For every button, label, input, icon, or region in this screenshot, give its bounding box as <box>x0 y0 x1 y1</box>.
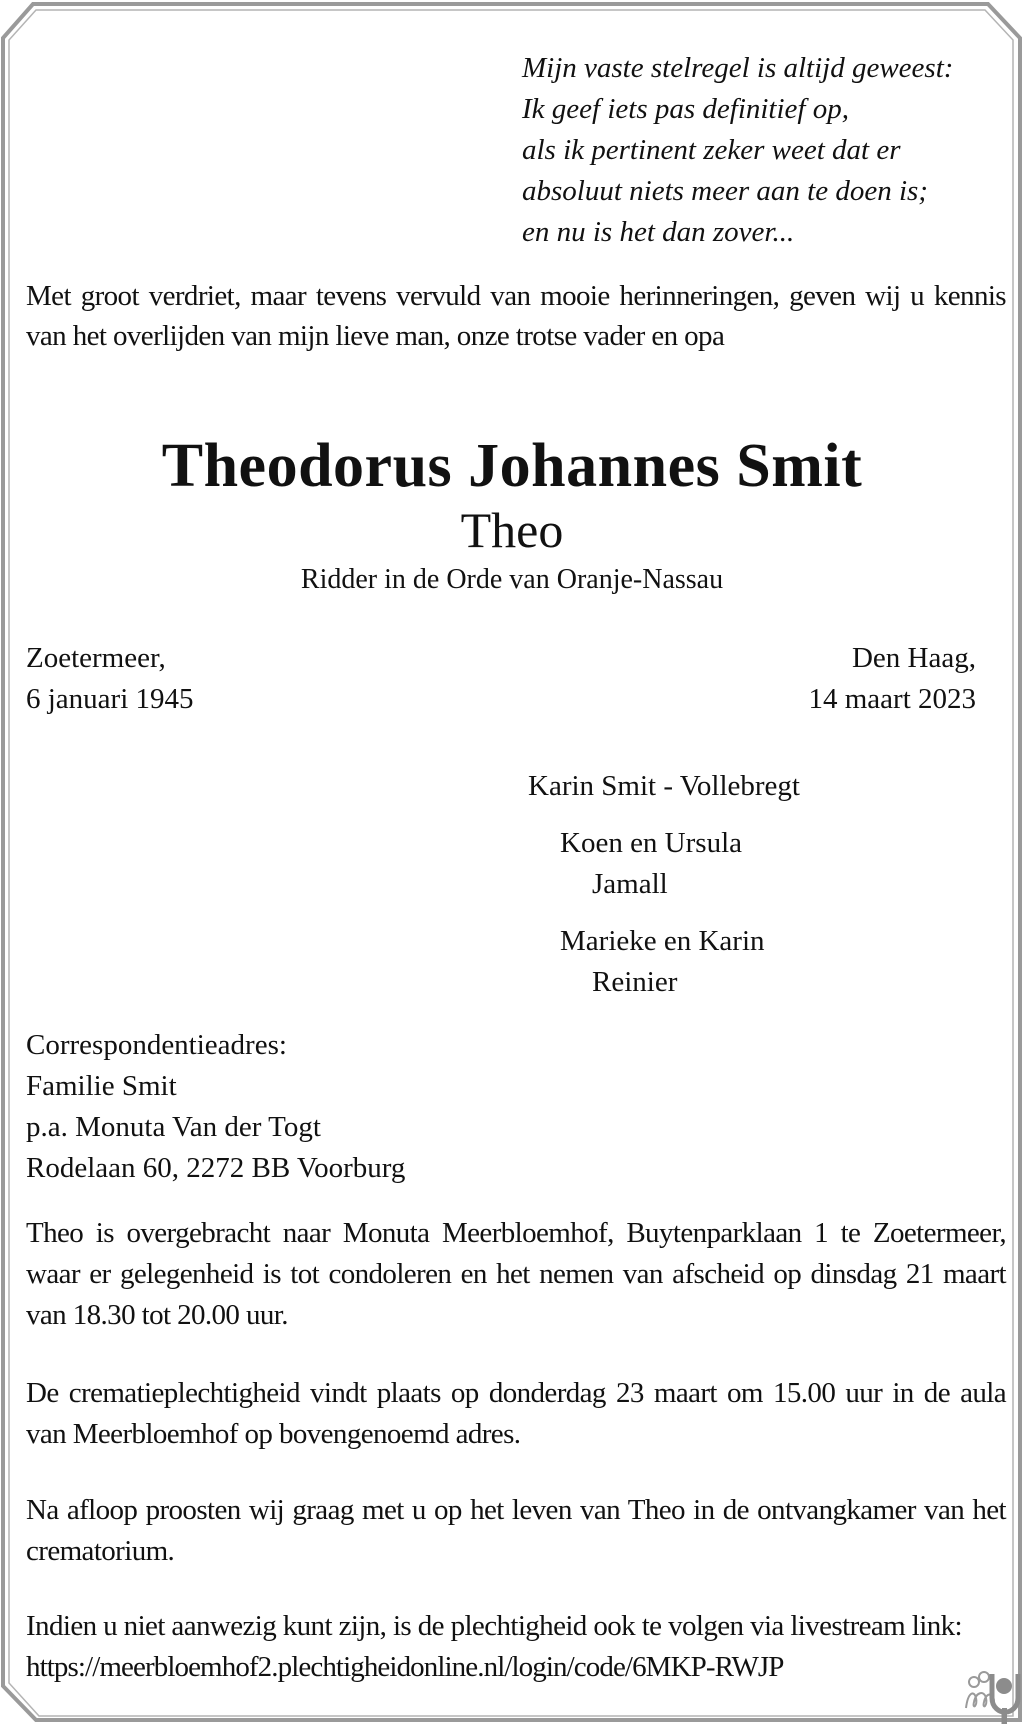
birth-date: 6 januari 1945 <box>26 683 194 715</box>
address-line: Familie Smit <box>26 1070 177 1102</box>
poem-line: Ik geef iets pas definitief op, <box>522 93 849 125</box>
livestream-paragraph <box>26 1606 1006 1688</box>
poem-line: absoluut niets meer aan te doen is; <box>522 175 928 207</box>
family-group <box>528 921 800 1003</box>
announcement-intro: Met groot verdriet, maar tevens vervuld van mooie herinneringen, geven wij u kennis van het overlijden van mijn lieve man, onze trotse vader en opa <box>26 280 1006 352</box>
poem-line: Mijn vaste stelregel is altijd geweest: <box>522 52 954 84</box>
viewing-paragraph: Theo is overgebracht naar Monuta Meerbloemhof, Buytenparklaan 1 te Zoetermeer, waar er gelegenheid is tot condoleren en het nemen van afscheid op dinsdag 21 maart van 18.30 tot 20.00 uur. <box>26 1217 1006 1331</box>
birth-info <box>26 638 194 720</box>
deceased-honor: Ridder in de Orde van Oranje-Nassau <box>300 564 724 595</box>
opening-poem <box>522 48 953 253</box>
grandchild-name: Jamall <box>592 868 668 900</box>
family-group <box>528 823 800 905</box>
children-names: Koen en Ursula <box>560 827 743 859</box>
death-place: Den Haag, <box>851 642 976 674</box>
correspondence-address <box>26 1025 405 1189</box>
birth-place: Zoetermeer, <box>26 642 166 674</box>
address-line: Rodelaan 60, 2272 BB Voorburg <box>26 1152 406 1184</box>
death-info <box>808 638 976 720</box>
family-list <box>528 766 800 1019</box>
poem-line: en nu is het dan zover... <box>522 216 795 248</box>
deceased-name-block <box>26 426 998 598</box>
ceremony-paragraph: De crematieplechtigheid vindt plaats op donderdag 23 maart om 15.00 uur in de aula van Meerbloemhof op bovengenoemd adres. <box>26 1377 1006 1450</box>
grandchild-name: Reinier <box>592 966 678 998</box>
spouse-name: Karin Smit - Vollebregt <box>528 770 800 802</box>
deceased-full-name: Theodorus Johannes Smit <box>161 432 863 500</box>
family-tree-logo-icon <box>964 1668 1022 1724</box>
address-label: Correspondentieadres: <box>26 1029 287 1061</box>
children-names: Marieke en Karin <box>560 925 765 957</box>
deceased-call-name: Theo <box>460 502 564 558</box>
address-line: p.a. Monuta Van der Togt <box>26 1111 321 1143</box>
livestream-text: Indien u niet aanwezig kunt zijn, is de plechtigheid ook te volgen via livestream link: <box>26 1610 962 1642</box>
livestream-link[interactable]: https://meerbloemhof2.plechtigheidonline.nl/login/code/6MKP-RWJP <box>26 1651 784 1683</box>
poem-line: als ik pertinent zeker weet dat er <box>522 134 901 166</box>
reception-paragraph: Na afloop proosten wij graag met u op het leven van Theo in de ontvangkamer van het crematorium. <box>26 1494 1006 1567</box>
death-date: 14 maart 2023 <box>808 683 976 715</box>
